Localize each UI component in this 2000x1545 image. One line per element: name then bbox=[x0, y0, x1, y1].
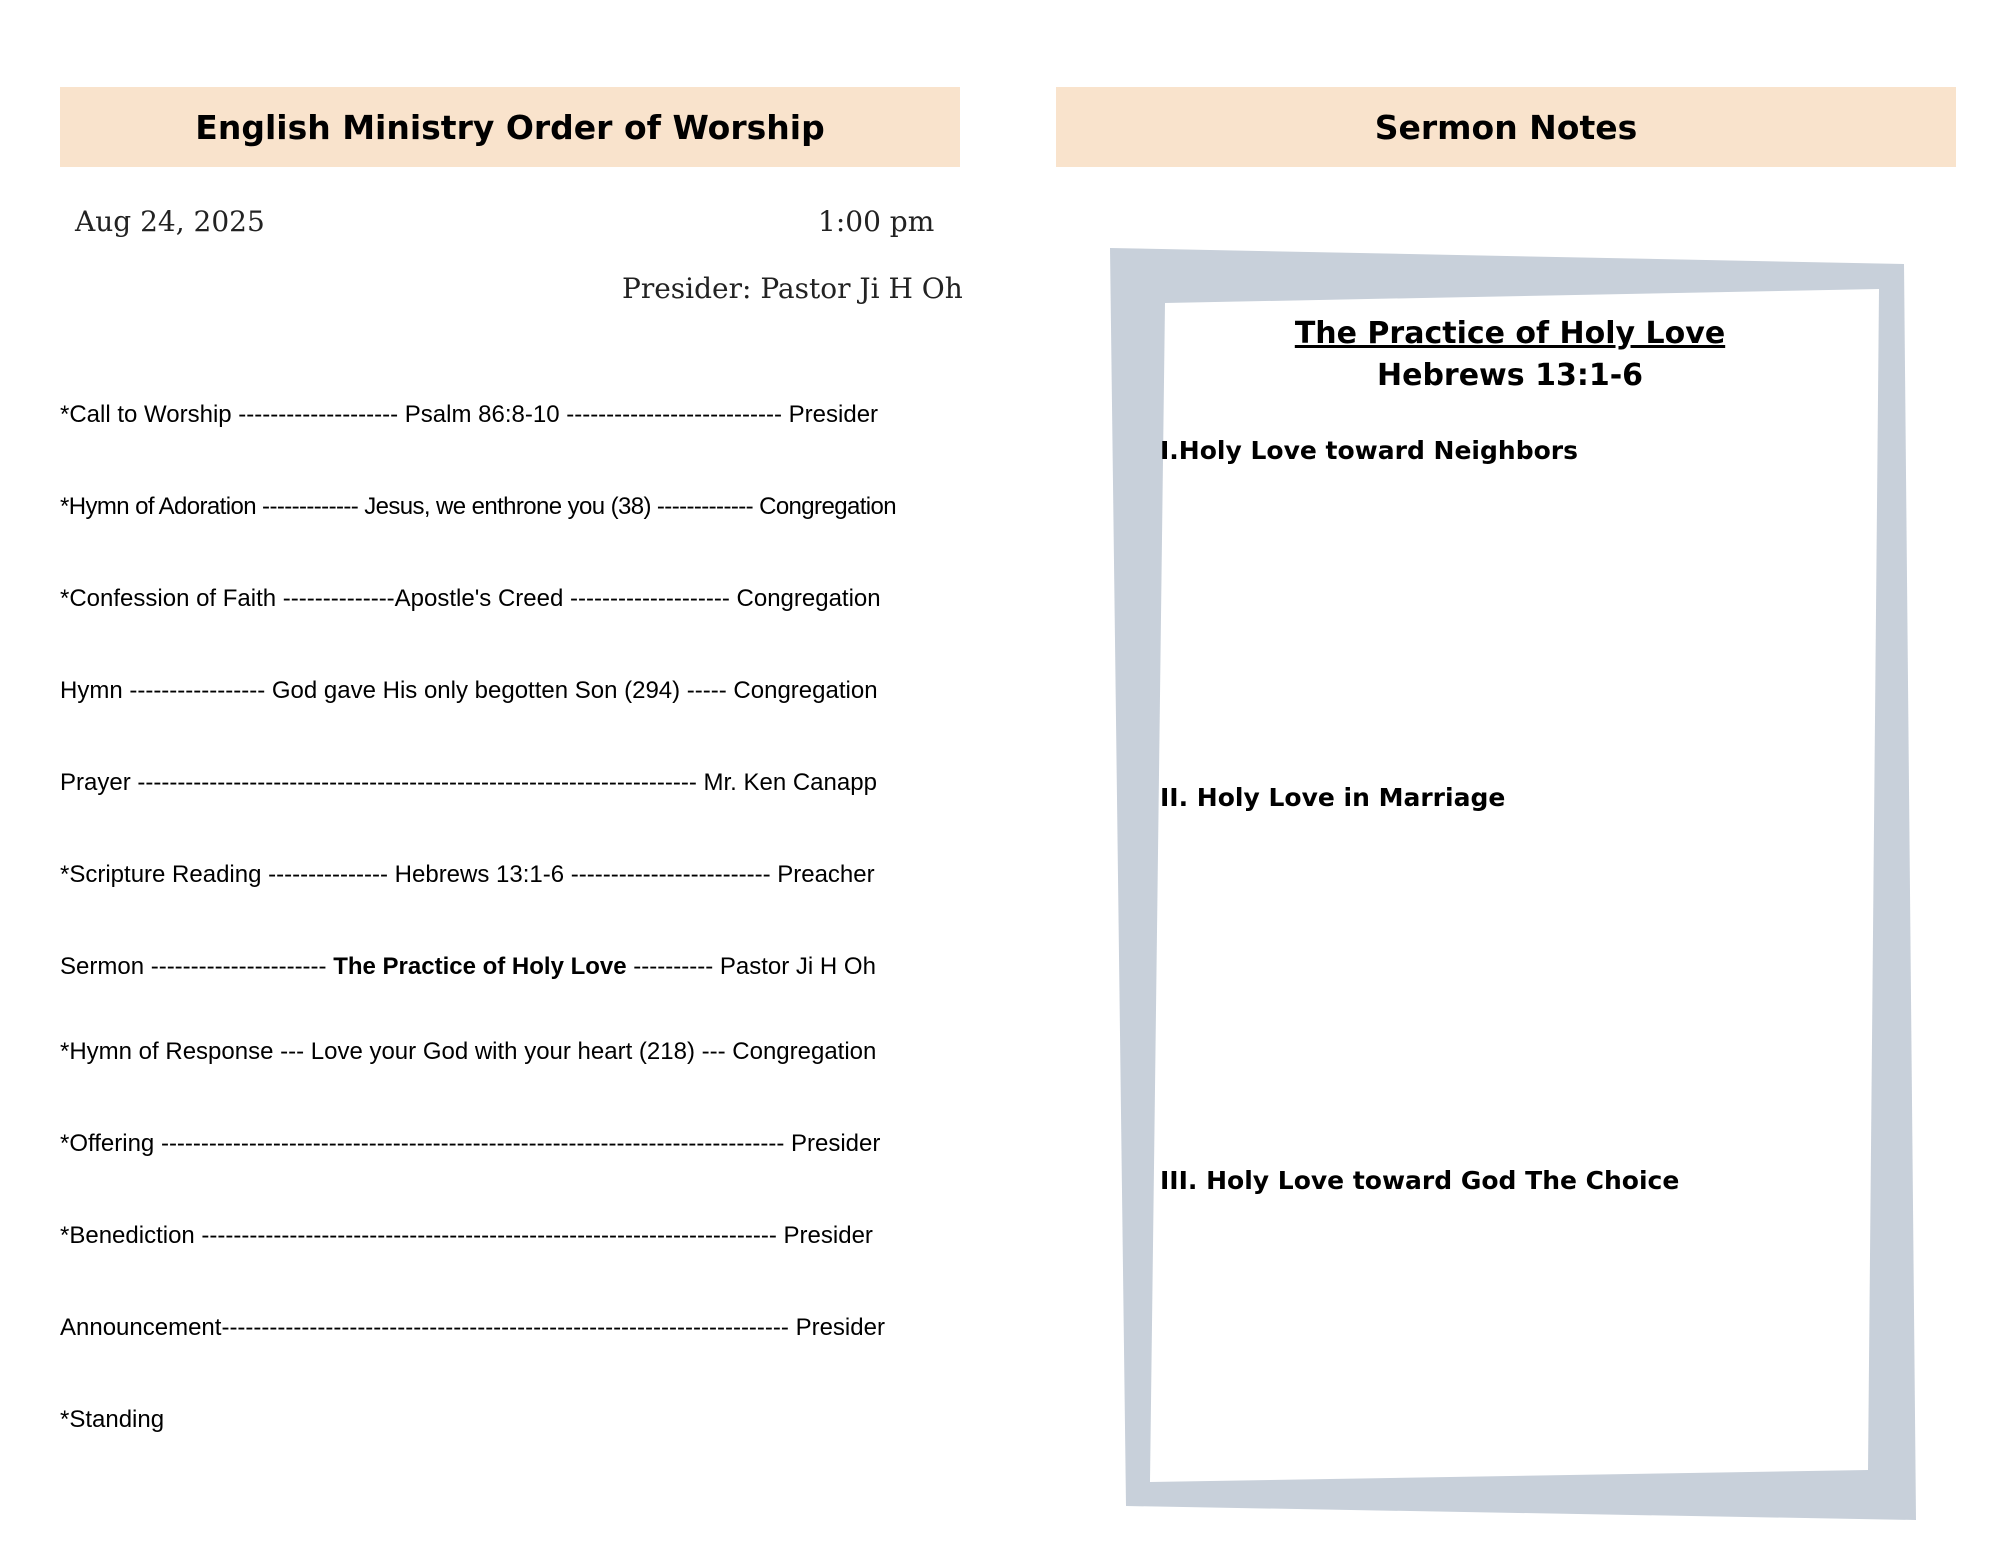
worship-item-offering: *Offering ------------------------------------------------------------------------------ Presider bbox=[60, 1130, 881, 1157]
standing-note: *Standing bbox=[60, 1406, 165, 1433]
service-time: 1:00 pm bbox=[818, 205, 935, 238]
presider: Presider: Pastor Ji H Oh bbox=[622, 272, 963, 305]
notes-scripture-reference: Hebrews 13:1-6 bbox=[1376, 358, 1644, 393]
worship-item-hymn-of-response: *Hymn of Response --- Love your God with your heart (218) --- Congregation bbox=[60, 1038, 877, 1065]
sermon-point-3: III. Holy Love toward God The Choice bbox=[1160, 1166, 1680, 1195]
worship-item-benediction: *Benediction ------------------------------------------------------------------------ Presider bbox=[60, 1222, 873, 1249]
worship-item-prayer: Prayer ---------------------------------------------------------------------- Mr. Ken Canapp bbox=[60, 769, 877, 796]
service-date: Aug 24, 2025 bbox=[75, 205, 265, 238]
frame-inner bbox=[1150, 289, 1879, 1482]
sermon-point-1: I.Holy Love toward Neighbors bbox=[1160, 436, 1578, 465]
sermon-notes-title: Sermon Notes bbox=[1374, 107, 1638, 147]
sermon-point-2: II. Holy Love in Marriage bbox=[1160, 783, 1506, 812]
sermon-prefix: Sermon ---------------------- bbox=[60, 953, 334, 980]
worship-item-call-to-worship: *Call to Worship -------------------- Psalm 86:8-10 --------------------------- Presider bbox=[60, 401, 879, 428]
sermon-suffix: ---------- Pastor Ji H Oh bbox=[626, 953, 876, 980]
worship-item-scripture-reading: *Scripture Reading --------------- Hebrews 13:1-6 ------------------------- Preacher bbox=[60, 861, 875, 888]
worship-item-hymn: Hymn ----------------- God gave His only begotten Son (294) ----- Congregation bbox=[60, 677, 878, 704]
sermon-title-bold: The Practice of Holy Love bbox=[333, 953, 627, 980]
order-of-worship-title: English Ministry Order of Worship bbox=[195, 107, 825, 147]
notes-sermon-title: The Practice of Holy Love bbox=[1294, 316, 1726, 351]
worship-item-hymn-of-adoration: *Hymn of Adoration ------------- Jesus, we enthrone you (38) ------------- Congregation bbox=[60, 493, 896, 520]
worship-item-announcement: Announcement----------------------------------------------------------------------- Presider bbox=[60, 1314, 885, 1341]
worship-item-confession-of-faith: *Confession of Faith --------------Apostle's Creed -------------------- Congregation bbox=[60, 585, 881, 612]
